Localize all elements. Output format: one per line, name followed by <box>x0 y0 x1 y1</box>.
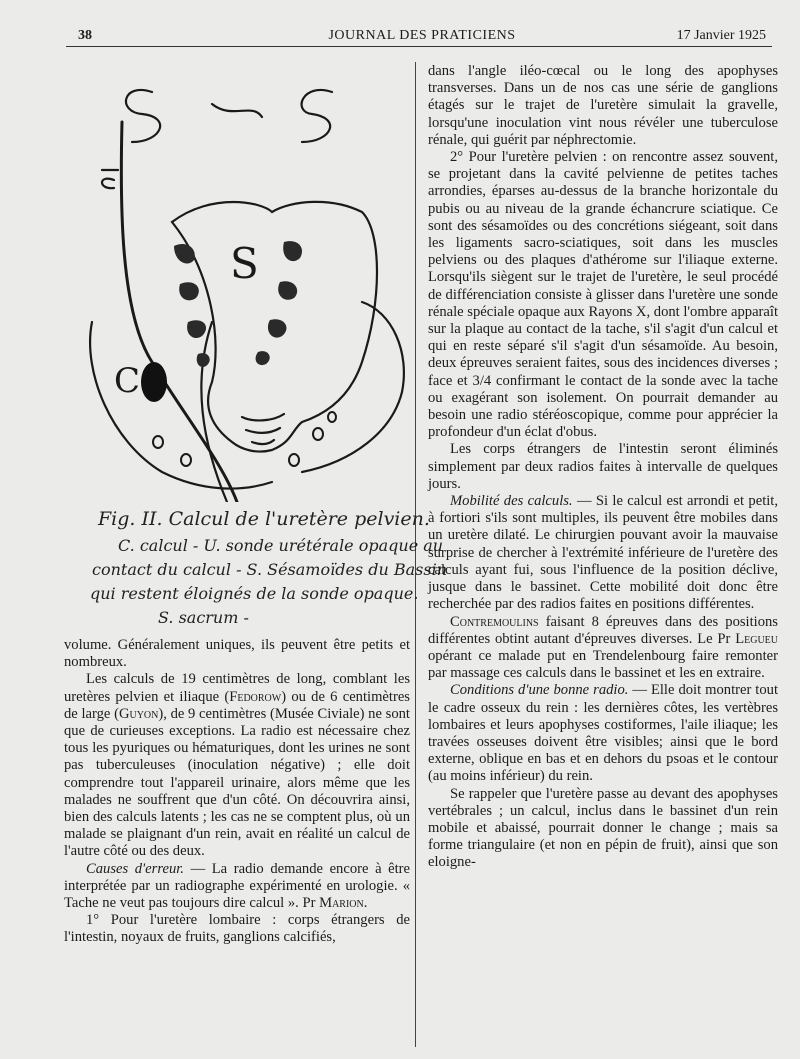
author-name: Marion <box>319 895 364 912</box>
figure-caption-line: qui restent éloignés de la sonde opaque. <box>90 584 419 603</box>
figure-caption-line: S. sacrum - <box>158 608 249 627</box>
journal-title: JOURNAL DES PRATICIENS <box>328 28 516 43</box>
left-loin-curve <box>126 90 160 142</box>
section-heading: Conditions d'une bonne radio. <box>450 682 629 699</box>
figure-caption-title: Fig. II. Calcul de l'uretère pelvien. <box>98 508 430 530</box>
issue-date: 17 Janvier 1925 <box>676 28 766 43</box>
section-heading: Mobilité des calculs. <box>450 493 573 510</box>
text-run: volume. Généralement uniques, ils peuvent être petits et nombreux. <box>64 637 410 671</box>
text-run: opérant ce malade put en Trendelenbourg faire remonter par massage ces calculs dans le bassinet et les en extraire. <box>428 647 778 682</box>
pelvis-sketch <box>62 62 410 502</box>
ureteral-sonde <box>121 122 237 502</box>
header-rule <box>66 46 772 47</box>
kidney-mark <box>102 170 118 188</box>
paragraph <box>428 493 778 613</box>
section-heading: Causes d'erreur. <box>86 860 184 877</box>
left-text-column <box>64 637 410 947</box>
text-run: Les calculs de 19 centimètres de long, comblant les uretères pelvien et iliaque ( <box>64 671 410 705</box>
page-header <box>78 28 766 48</box>
text-run: 2° Pour l'uretère pelvien : on rencontre assez souvent, se projetant dans la cavité pelvienne de petites taches arrondies, éparses au-dessus de la branche horizontale du pubis ou au niveau de la grande échancrure sciatique. Ce sont des sésamoïdes ou des concrétions siégeant, soit dans les ligaments sacro-sciatiques, soit dans les muscles pelviens ou des plaques d'athérome sur l'iliaque externe. Lorsqu'ils siègent sur le trajet de l'uretère, le seul procédé de différenciation consiste à glisser dans l'uretère une sonde rénale spéciale opaque aux Rayons X, dont l'ombre apparaît sur la plaque au contact de la tache, s'il s'agit d'un calcul et qui en reste séparé s'il s'agit d'un sésamoïde. Au besoin, deux épreuves seraient faites, sous des incidences diverses ; face et 3/4 confirmant le contact de la sonde avec la tache ou exagérant son isolement. On pourrait demander au besoin une radio stéréoscopique, comme pour apprécier la profondeur d'un éclat d'obus. <box>428 149 778 441</box>
figure-caption-line: contact du calcul - S. Sésamoïdes du Bassin <box>92 560 447 579</box>
text-run: ) ou de 6 centimètres de large ( <box>64 688 410 722</box>
author-name: Guyon <box>118 705 159 722</box>
page-number: 38 <box>78 28 92 43</box>
paragraph <box>428 786 778 872</box>
text-run: Les corps étrangers de l'intestin seront éliminés simplement par deux radios faites à intervalle de quelques jours. <box>428 441 778 492</box>
paragraph <box>428 149 778 441</box>
text-run: dans l'angle iléo-cœcal ou le long des apophyses transverses. Dans un de nos cas une série de ganglions étagés sur le trajet de l'uretère simulait la gravelle, lorsqu'une inoculation vint nous révéler une tuberculose rénale, qui guérit par néphrectomie. <box>428 63 778 148</box>
figure-caption-line: C. calcul - U. sonde urétérale opaque au <box>118 536 444 555</box>
text-run: faisant 8 épreuves dans des positions différentes obtint autant d'épreuves diverses. Le Pr <box>428 613 778 647</box>
paragraph <box>428 682 778 785</box>
text-run: — La radio demande encore à être interprétée par un radiographe expérimenté en urologie. « Tache ne veut pas toujours dire calcul ». Pr <box>64 860 411 912</box>
paragraph <box>64 671 410 860</box>
paragraph <box>428 614 778 683</box>
text-run: — Elle doit montrer tout le cadre osseux du rein : les dernières côtes, les vertèbres lombaires et leurs apophyses costiformes, l'aile iliaque; les travées osseuses doivent être visibles; ainsi que le bord externe, oblique en bas et en dehors du psoas et le contour (au moins inférieur) du rein. <box>428 682 778 785</box>
ureter-upper-mark <box>212 104 262 117</box>
paragraph <box>64 861 410 913</box>
text-run: . <box>363 895 368 912</box>
right-loin-curve <box>302 90 332 142</box>
paragraph <box>428 441 778 493</box>
figure-pelvis-xray-drawing <box>62 62 447 630</box>
paragraph <box>428 63 778 149</box>
paragraph <box>64 637 410 671</box>
paragraph <box>64 912 410 946</box>
label-s: S <box>230 239 259 288</box>
author-name: Fedorow <box>229 688 282 705</box>
text-run: — Si le calcul est arrondi et petit, à fortiori s'ils sont multiples, ils peuvent être mobiles dans un uretère dilaté. Le chirurgien pouvant avoir la mauvaise surprise de chercher à l'extrémité inférieure de l'uretère des calculs ayant fui, sous l'influence de la position déclive, jusque dans le bassinet. Cette mobilité doit donc être recherchée par des radios faites en positions différentes. <box>428 493 779 613</box>
right-text-column <box>428 63 778 872</box>
author-name: Legueu <box>735 630 778 647</box>
calcul-shadow <box>141 362 167 402</box>
author-name: Contremoulins <box>450 613 539 630</box>
text-run: ), de 9 centimètres (Musée Civiale) ne sont que de curieuses exceptions. La radio est nécessaire chez tous les pyuriques ou hématuriques, dont les urines ne sont pas tuberculeuses (inoculation négative) ; elle doit comprendre tout l'appareil urinaire, alors même que les malades ne souffrent que d'un côté. On découvrira ainsi, bien des calculs latents ; les cas ne se comptent plus, où un malade se plaignant d'un rein, avait en réalité un calcul de l'autre côté ou des deux. <box>64 705 410 860</box>
text-run: Se rappeler que l'uretère passe au devant des apophyses vertébrales ; un calcul, inclus dans le bassinet d'un rein mobile et abaissé, pourrait donner le change ; mais sa forme triangulaire (et non en pépin de fruit), ainsi que son eloigne- <box>428 785 778 871</box>
coccyx-lines <box>242 414 284 444</box>
text-run: 1° Pour l'uretère lombaire : corps étrangers de l'intestin, noyaux de fruits, ganglions calcifiés, <box>64 912 410 946</box>
label-c: C <box>114 361 141 401</box>
